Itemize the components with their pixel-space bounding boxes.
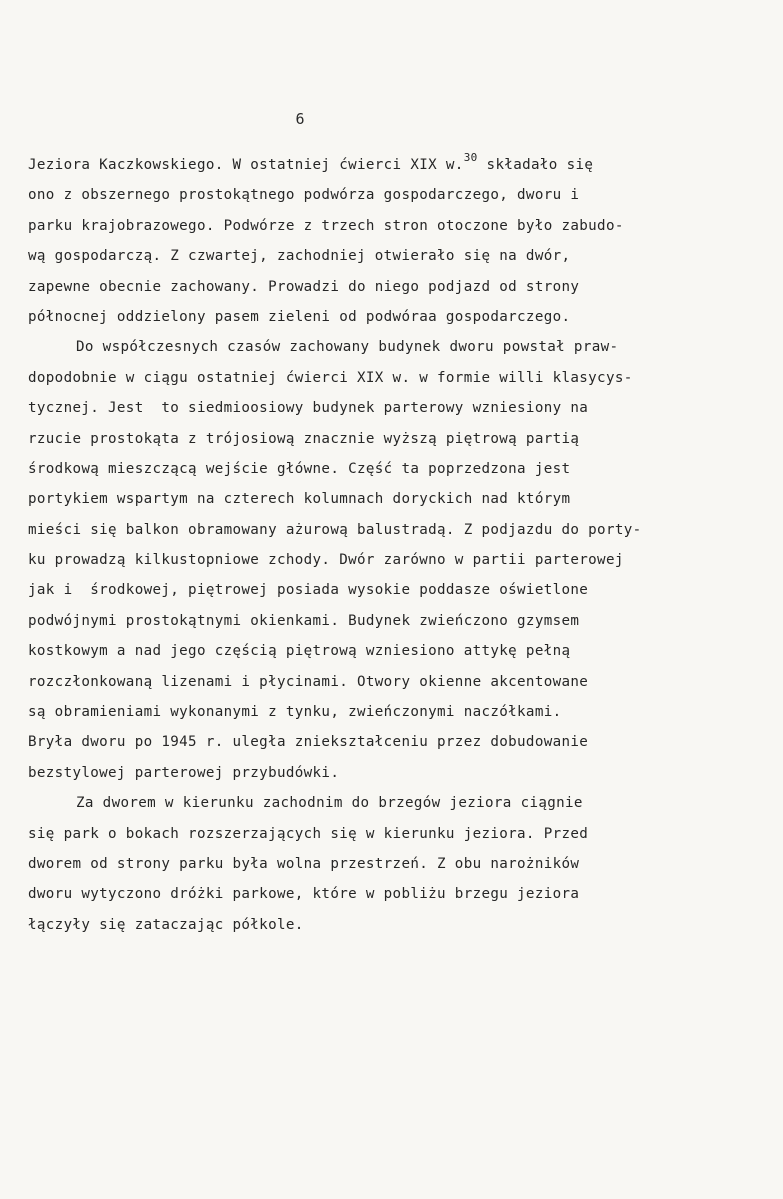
line-text: Za dworem w kierunku zachodnim do brzegów jeziora ciągnie: [76, 795, 583, 812]
text-line: [28, 393, 758, 423]
line-text: ku prowadzą kilkustopniowe zchody. Dwór zarówno w partii parterowej: [28, 552, 624, 569]
text-line: [28, 454, 758, 484]
text-line: [28, 575, 758, 605]
line-text: łączyły się zataczając półkole.: [28, 916, 304, 933]
paragraph: [28, 788, 758, 940]
line-text: portykiem wspartym na czterech kolumnach doryckich nad którym: [28, 491, 571, 508]
line-text: mieści się balkon obramowany ażurową balustradą. Z podjazdu do porty-: [28, 521, 642, 538]
line-text: się park o bokach rozszerzających się w kierunku jeziora. Przed: [28, 825, 589, 842]
line-text: dworu wytyczono dróżki parkowe, które w pobliżu brzegu jeziora: [28, 886, 580, 903]
text-line: [28, 332, 758, 362]
text-line: [28, 150, 758, 180]
line-text: rzucie prostokąta z trójosiową znacznie wyższą piętrową partią: [28, 430, 580, 447]
text-line: [28, 788, 758, 818]
line-text: ono z obszernego prostokątnego podwórza gospodarczego, dworu i: [28, 187, 580, 204]
text-line: [28, 697, 758, 727]
line-text-continued: składało się: [477, 157, 594, 173]
line-text: dopodobnie w ciągu ostatniej ćwierci XIX w. w formie willi klasycys-: [28, 369, 633, 386]
text-line: [28, 758, 758, 788]
text-line: [28, 484, 758, 514]
line-text: kostkowym a nad jego częścią piętrową wzniesiono attykę pełną: [28, 643, 571, 660]
line-text: jak i środkowej, piętrowej posiada wysokie poddasze oświetlone: [28, 582, 589, 599]
text-line: [28, 211, 758, 241]
line-text: dworem od strony parku była wolna przestrzeń. Z obu narożników: [28, 855, 580, 872]
line-text: rozczłonkowaną lizenami i płycinami. Otwory okienne akcentowane: [28, 673, 589, 690]
line-text: północnej oddzielony pasem zieleni od podwóraa gospodarczego.: [28, 308, 571, 325]
document-body: [28, 150, 758, 940]
text-line: [28, 363, 758, 393]
paragraph: [28, 150, 758, 332]
line-text: Jeziora Kaczkowskiego. W ostatniej ćwierci XIX w.: [28, 157, 464, 173]
line-text: wą gospodarczą. Z czwartej, zachodniej otwierało się na dwór,: [28, 248, 571, 265]
text-line: [28, 819, 758, 849]
text-line: [28, 272, 758, 302]
text-line: [28, 515, 758, 545]
text-line: [28, 424, 758, 454]
text-line: [28, 727, 758, 757]
line-text: Do współczesnych czasów zachowany budynek dworu powstał praw-: [76, 339, 619, 356]
text-line: [28, 636, 758, 666]
line-text: zapewne obecnie zachowany. Prowadzi do niego podjazd od strony: [28, 278, 580, 295]
line-text: parku krajobrazowego. Podwórze z trzech stron otoczone było zabudo-: [28, 217, 624, 234]
text-line: [28, 545, 758, 575]
page-number: 6: [295, 110, 305, 128]
text-line: [28, 606, 758, 636]
line-text: tycznej. Jest to siedmioosiowy budynek parterowy wzniesiony na: [28, 400, 589, 417]
line-text: podwójnymi prostokątnymi okienkami. Budynek zwieńczono gzymsem: [28, 612, 580, 629]
line-text: są obramieniami wykonanymi z tynku, zwieńczonymi naczółkami.: [28, 704, 562, 721]
text-line: [28, 849, 758, 879]
line-text: bezstylowej parterowej przybudówki.: [28, 764, 340, 781]
footnote-marker: 30: [463, 151, 478, 165]
line-text: środkową mieszczącą wejście główne. Część ta poprzedzona jest: [28, 460, 571, 477]
text-line: [28, 180, 758, 210]
paragraph: [28, 332, 758, 788]
text-line: [28, 241, 758, 271]
text-line: [28, 667, 758, 697]
text-line: [28, 910, 758, 940]
text-line: [28, 879, 758, 909]
text-line: [28, 302, 758, 332]
line-text: Bryła dworu po 1945 r. uległa zniekształceniu przez dobudowanie: [28, 734, 589, 751]
